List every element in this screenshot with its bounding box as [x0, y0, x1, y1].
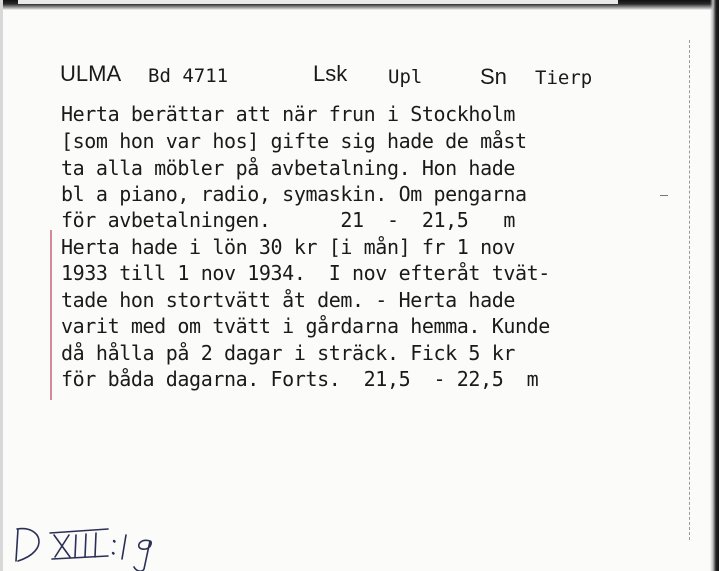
- parish-label: Lsk: [313, 61, 348, 86]
- text-line-7: 1933 till 1 nov 1934. I nov efteråt tvät-: [61, 261, 550, 285]
- scan-edge-right: [710, 0, 719, 571]
- text-line-11: för båda dagarna. Forts. 21,5 - 22,5 m: [61, 367, 539, 391]
- handwritten-signature: [12, 515, 172, 571]
- margin-highlight-mark: [50, 230, 52, 400]
- card-fold-line: [689, 40, 690, 540]
- text-line-8: tade hon stortvätt åt dem. - Herta hade: [61, 288, 515, 312]
- place-name: Tierp: [535, 67, 593, 89]
- scan-edge-left: [0, 0, 3, 571]
- text-line-5: för avbetalningen. 21 - 21,5 m: [61, 208, 515, 232]
- text-line-10: då hålla på 2 dagar i sträck. Fick 5 kr: [61, 341, 515, 365]
- text-line-6: Herta hade i lön 30 kr [i mån] fr 1 nov: [61, 235, 515, 259]
- province-code: Upl: [388, 66, 423, 88]
- text-line-1: Herta berättar att när frun i Stockholm: [61, 102, 515, 126]
- archive-code: ULMA: [60, 61, 122, 86]
- text-line-2: [som hon var hos] gifte sig hade de måst: [61, 129, 527, 153]
- scan-edge-top-highlight: [18, 0, 618, 4]
- stray-mark: [660, 195, 668, 196]
- volume-number: Bd 4711: [148, 65, 229, 87]
- text-line-4: bl a piano, radio, symaskin. Om pengarna: [61, 182, 527, 206]
- parish-prefix: Sn: [480, 64, 507, 89]
- text-line-9: varit med om tvätt i gårdarna hemma. Kunde: [61, 314, 550, 338]
- text-line-3: ta alla möbler på avbetalning. Hon hade: [61, 156, 515, 180]
